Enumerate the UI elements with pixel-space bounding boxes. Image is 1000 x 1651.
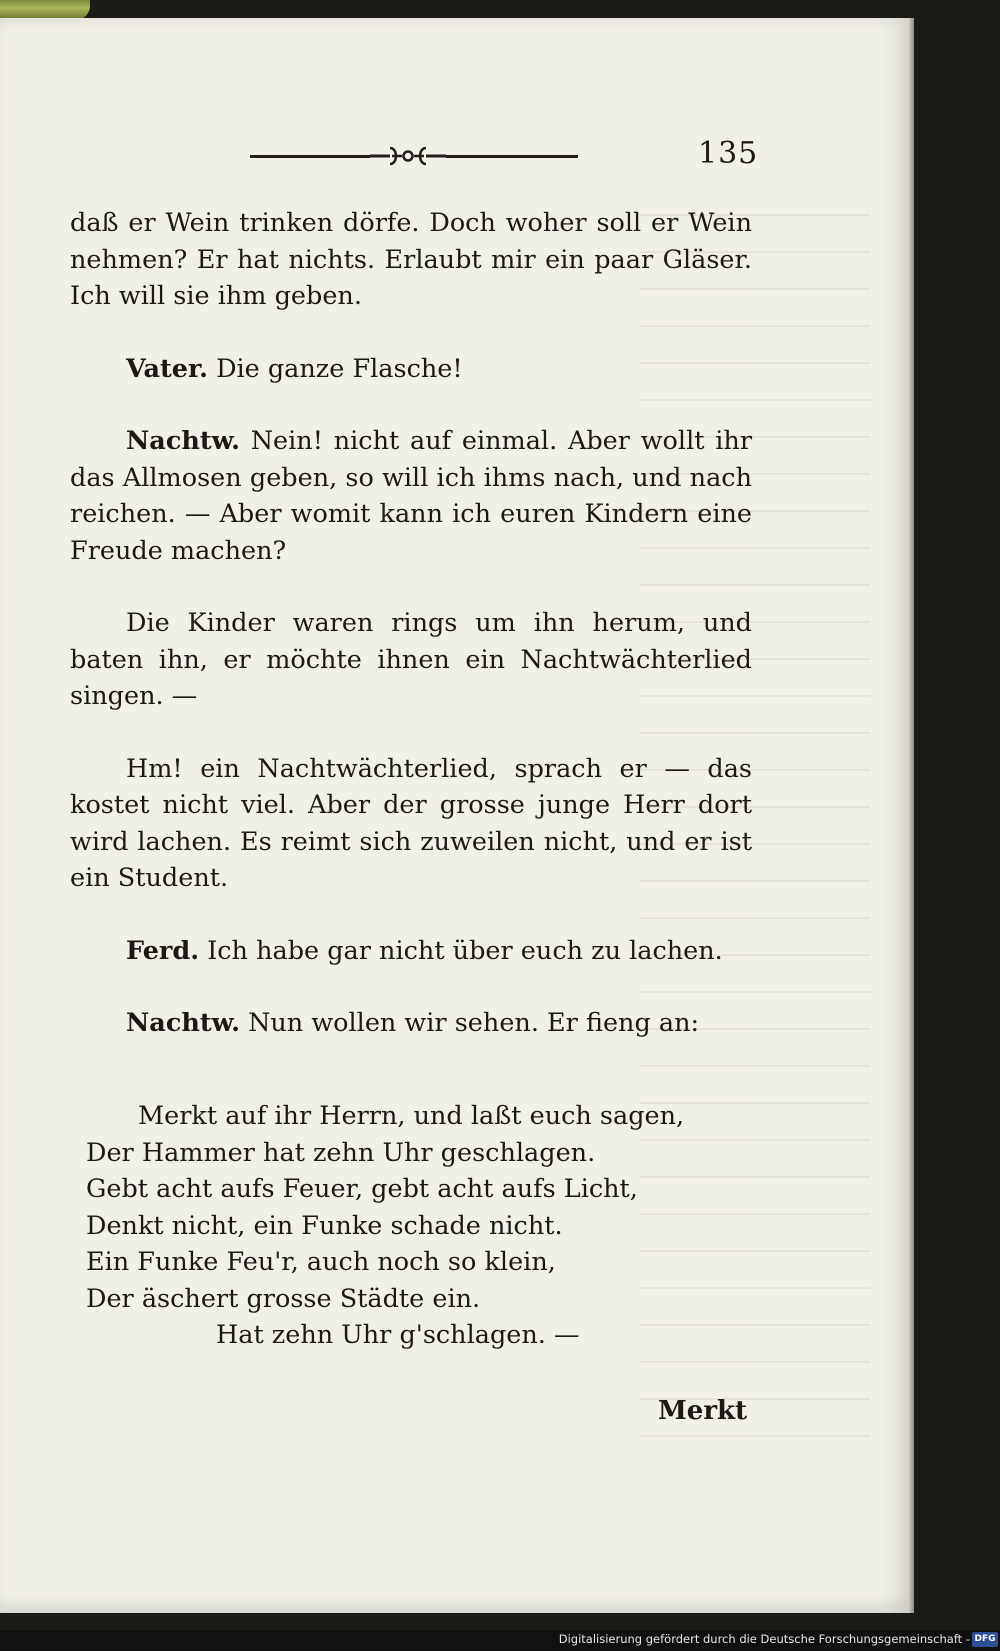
header-ornament-icon (368, 140, 448, 170)
paragraph-text: Die Kinder waren rings um ihn herum, und baten ihn, er möchte ihnen ein Nachtwächterlied singen. — (70, 608, 752, 711)
catchword: Merkt (658, 1396, 748, 1426)
verse-line: Gebt acht aufs Feuer, gebt acht aufs Licht, (86, 1174, 638, 1204)
paragraph (70, 205, 752, 315)
paragraph (70, 351, 752, 388)
verse-block (86, 1098, 726, 1354)
verse-line: Merkt auf ihr Herrn, und laßt euch sagen, (138, 1101, 685, 1131)
page-edge (908, 18, 914, 1613)
page-number: 135 (698, 136, 759, 171)
speaker-label: Vater. (126, 353, 208, 384)
verse-line: Denkt nicht, ein Funke schade nicht. (86, 1210, 563, 1241)
header-rule-left (250, 155, 370, 158)
paragraph-text: Nein! nicht auf einmal. Aber wollt ihr das Allmosen geben, so will ich ihms nach, und nach reichen. — Aber womit kann ich euren Kindern eine Freude machen? (70, 426, 753, 566)
footer-credit: Digitalisierung gefördert durch die Deutsche Forschungsgemeinschaft - (558, 1632, 970, 1646)
paragraph (70, 751, 752, 897)
footer-bar (0, 1630, 1000, 1651)
verse-line: Der Hammer hat zehn Uhr geschlagen. (86, 1137, 596, 1168)
verse-line: Ein Funke Feu'r, auch noch so klein, (86, 1247, 556, 1277)
paragraph-text: Hm! ein Nachtwächterlied, sprach er — das kostet nicht viel. Aber der grosse junge Herr dort wird lachen. Es reimt sich zuweilen nicht, und er ist ein Student. (70, 753, 752, 893)
paragraph (70, 933, 752, 970)
paragraph-text: Die ganze Flasche! (216, 353, 463, 384)
verse-line: Der äschert grosse Städte ein. (86, 1283, 481, 1314)
running-header (250, 136, 759, 174)
speaker-label: Ferd. (126, 935, 200, 966)
body-text (70, 205, 752, 1078)
paragraph (70, 605, 752, 715)
paragraph-text: Nun wollen wir sehen. Er fieng an: (248, 1008, 700, 1038)
ribbon-bookmark (0, 0, 90, 20)
verse-line: Hat zehn Uhr g'schlagen. — (216, 1320, 580, 1350)
speaker-label: Nachtw. (126, 1008, 240, 1038)
dfg-logo: DFG (972, 1632, 998, 1647)
paragraph (70, 1005, 752, 1042)
paragraph-text: daß er Wein trinken dörfe. Doch woher soll er Wein nehmen? Er hat nichts. Erlaubt mir ein paar Gläser. Ich will sie ihm geben. (70, 208, 752, 311)
paragraph (70, 423, 752, 569)
header-rule-right (446, 155, 578, 158)
paragraph-text: Ich habe gar nicht über euch zu lachen. (207, 935, 723, 966)
speaker-label: Nachtw. (126, 426, 240, 456)
